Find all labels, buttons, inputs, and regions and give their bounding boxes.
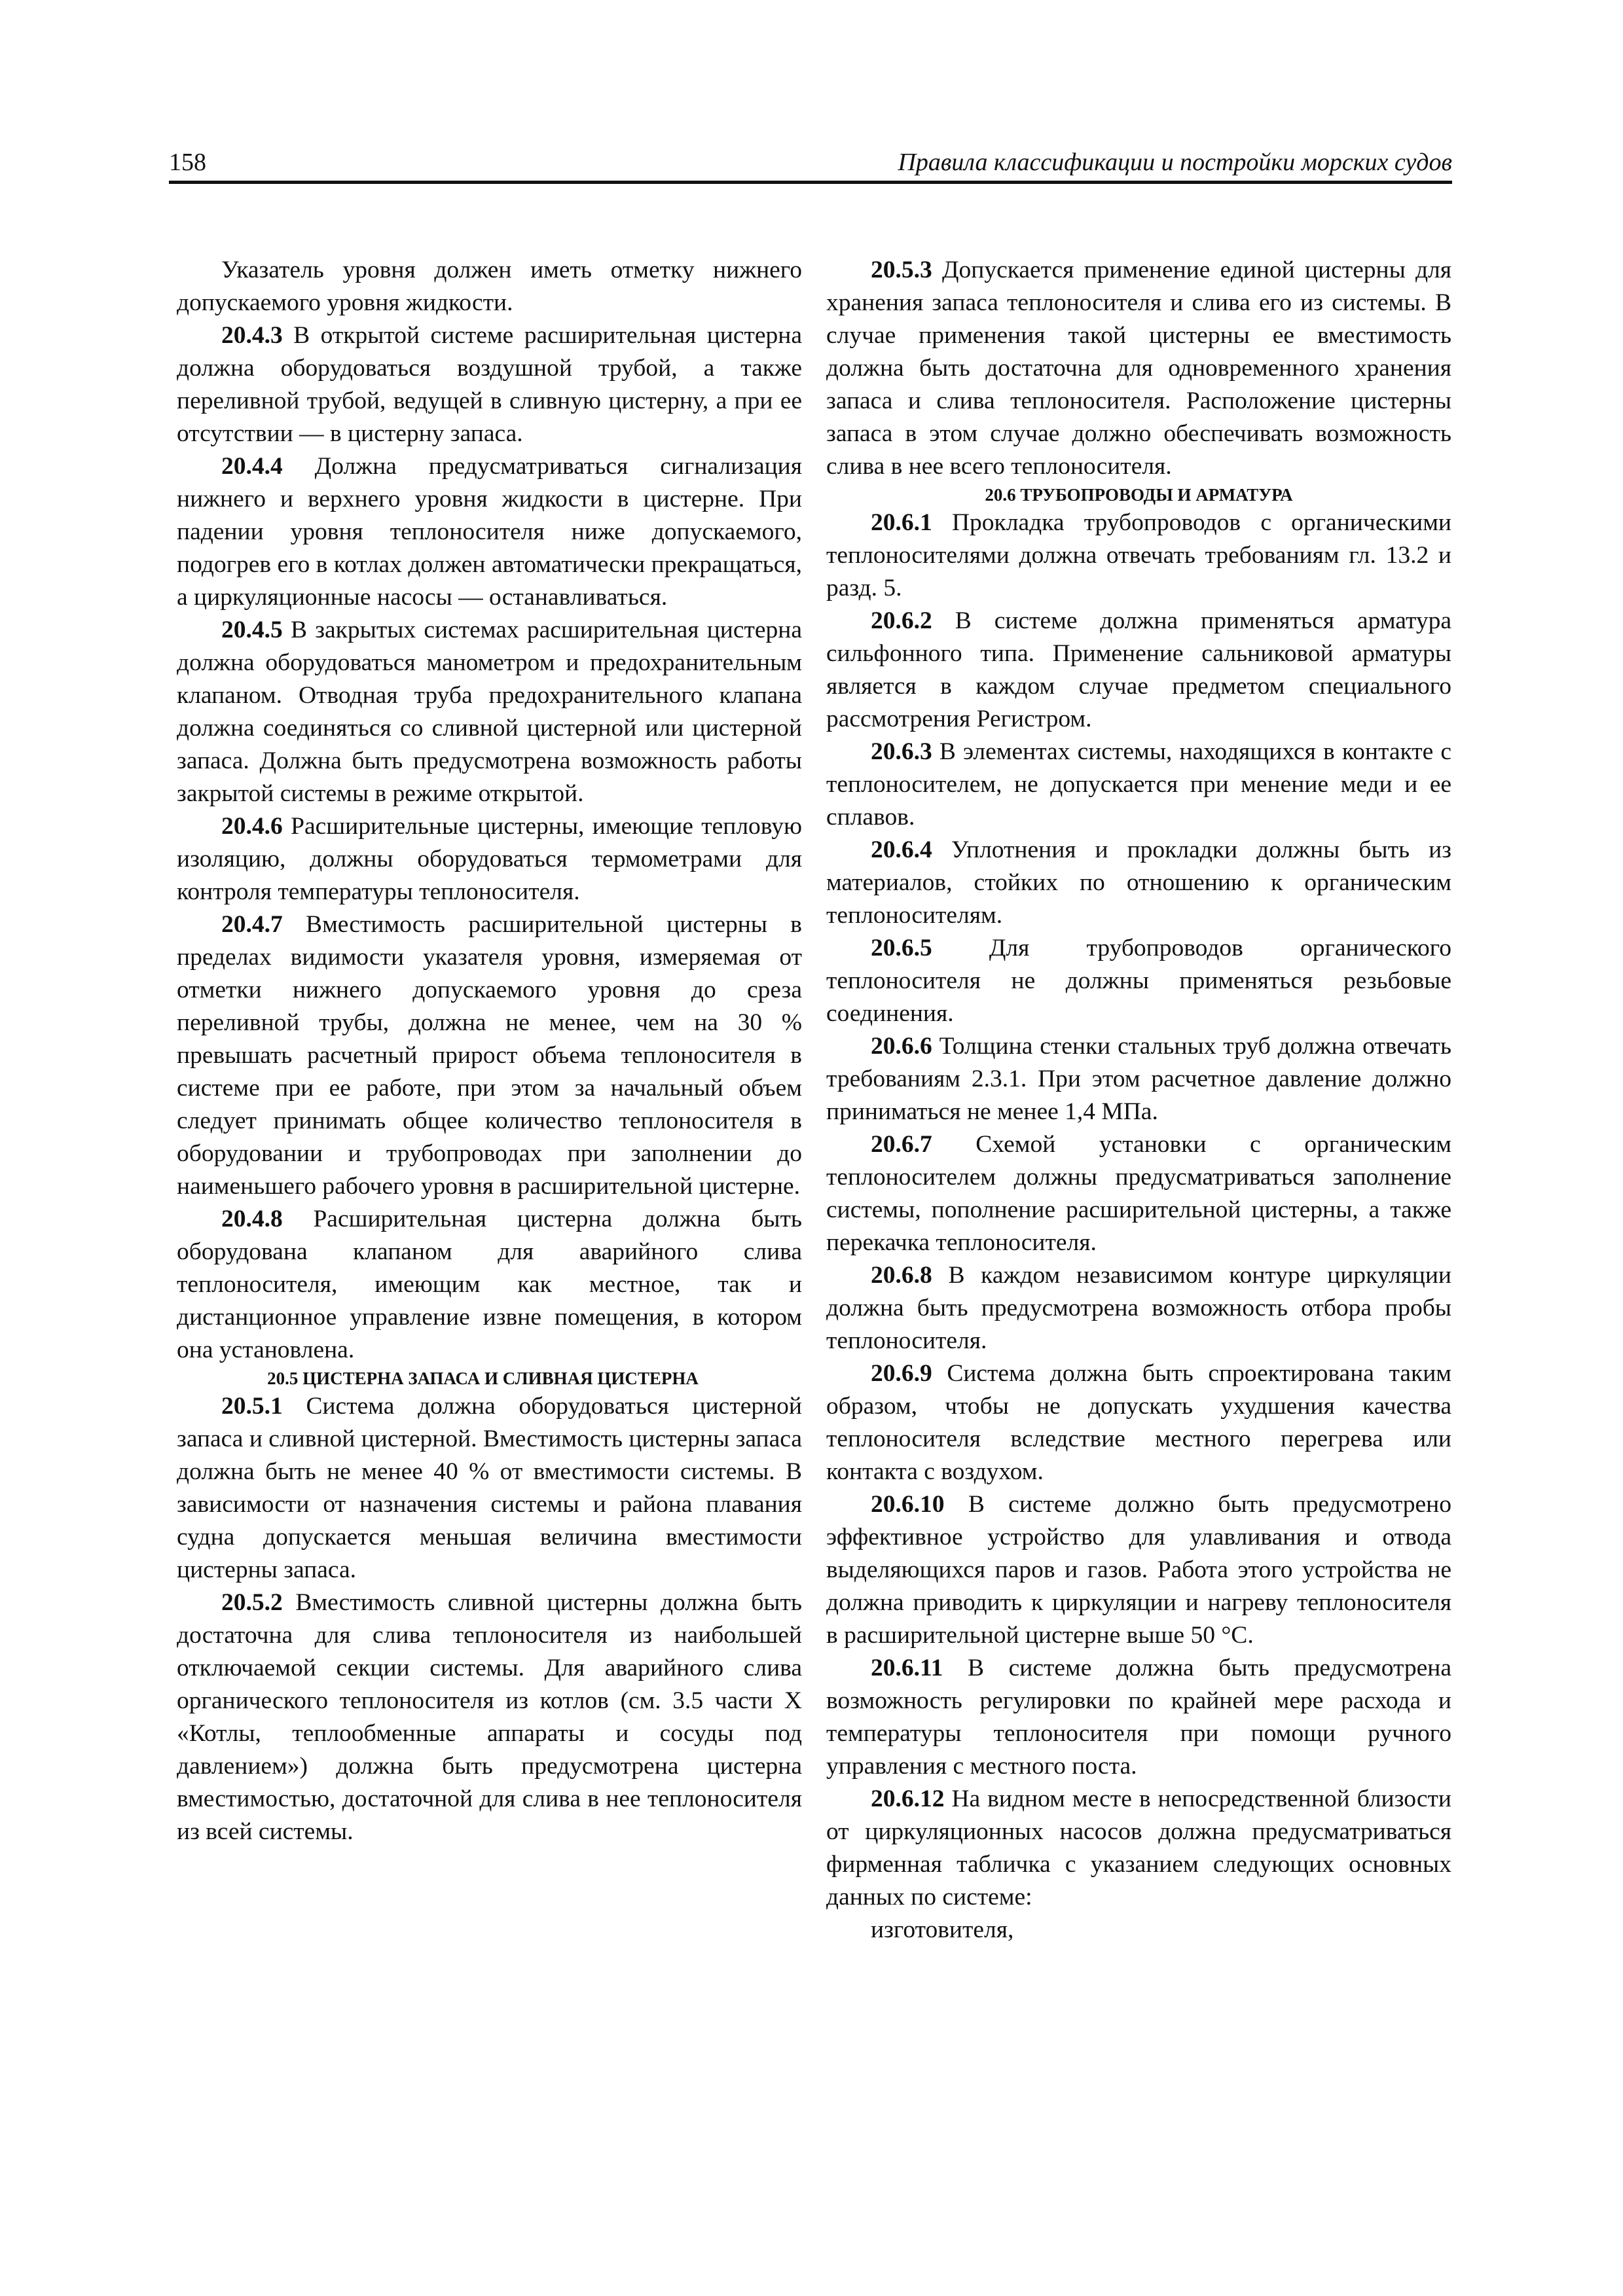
clause-number: 20.4.6 <box>221 813 283 840</box>
clause-number: 20.4.5 <box>221 617 283 643</box>
clause-number: 20.6.6 <box>871 1033 932 1060</box>
clause-text: Толщина стенки стальных труб должна отвечать требованиям 2.3.1. При этом расчетное давление должно приниматься не менее 1,4 МПа. <box>826 1033 1451 1125</box>
paragraph-20-6-12 <box>826 1783 1451 1914</box>
paragraph-20-6-1 <box>826 507 1451 605</box>
running-title: Правила классификации и постройки морских судов <box>898 149 1452 176</box>
clause-text: Вместимость расширительной цистерны в пределах видимости указателя уровня, измеряемая от отметки нижнего допускаемого уровня до среза переливной трубы, должна не менее, чем на 30 % превышать расчетный прирост объема теплоносителя в системе при ее работе, при этом за начальный объем следует принимать общее количество теплоносителя в оборудовании и трубопроводах при заполнении до наименьшего рабочего уровня в расширительной цистерне. <box>177 911 802 1200</box>
paragraph-20-6-7 <box>826 1128 1451 1259</box>
clause-text: На видном месте в непосредственной близости от циркуляционных насосов должна предусматриваться фирменная табличка с указанием следующих основных данных по системе: <box>826 1785 1451 1910</box>
clause-number: 20.5.3 <box>871 257 932 283</box>
list-item: изготовителя, <box>871 1916 1014 1943</box>
right-column <box>826 254 1451 1946</box>
clause-number: 20.6.10 <box>871 1491 945 1518</box>
page-number: 158 <box>169 149 206 176</box>
clause-number: 20.4.8 <box>221 1206 283 1232</box>
clause-text: Вместимость сливной цистерны должна быть достаточна для слива теплоносителя из наибольшей отключаемой секции системы. Для аварийного слива органического теплоносителя из котлов (см. 3.5 части X «Котлы, теплообменные аппараты и сосуды под давлением») должна быть предусмотрена цистерна вместимостью, достаточной для слива в нее теплоносителя из всей системы. <box>177 1589 802 1845</box>
paragraph-20-5-1 <box>177 1390 802 1587</box>
clause-number: 20.6.2 <box>871 607 932 634</box>
paragraph: Указатель уровня должен иметь отметку нижнего допускаемого уровня жидкости. <box>177 257 802 316</box>
clause-number: 20.6.4 <box>871 836 932 863</box>
paragraph-20-6-10 <box>826 1488 1451 1652</box>
clause-number: 20.6.11 <box>871 1655 943 1681</box>
clause-number: 20.6.8 <box>871 1262 932 1289</box>
clause-text: В элементах системы, находящихся в контакте с теплоносителем, не допускается при менение меди и ее сплавов. <box>826 738 1451 831</box>
clause-number: 20.6.9 <box>871 1360 932 1387</box>
paragraph-20-4-7 <box>177 908 802 1203</box>
clause-text: Уплотнения и прокладки должны быть из материалов, стойких по отношению к органическим теплоносителям. <box>826 836 1451 929</box>
paragraph-20-6-4 <box>826 834 1451 932</box>
clause-number: 20.6.1 <box>871 509 932 536</box>
clause-number: 20.6.12 <box>871 1785 945 1812</box>
clause-number: 20.6.5 <box>871 935 932 961</box>
paragraph-20-6-11 <box>826 1652 1451 1783</box>
paragraph-20-5-2 <box>177 1587 802 1848</box>
clause-number: 20.5.1 <box>221 1393 283 1420</box>
clause-number: 20.6.7 <box>871 1131 932 1158</box>
left-column <box>177 254 802 1848</box>
paragraph-20-6-5 <box>826 932 1451 1030</box>
paragraph-20-4-5 <box>177 614 802 810</box>
clause-number: 20.4.3 <box>221 322 283 349</box>
clause-text: Должна предусматриваться сигнализация нижнего и верхнего уровня жидкости в цистерне. При падении уровня теплоносителя ниже допускаемого, подогрев его в котлах должен автоматически прекращаться, а циркуляционные насосы — останавливаться. <box>177 453 802 611</box>
clause-text: Схемой установки с органическим теплоносителем должны предусматриваться заполнение системы, пополнение расширительной цистерны, а также перекачка теплоносителя. <box>826 1131 1451 1256</box>
paragraph-20-6-3 <box>826 736 1451 834</box>
page-header <box>169 143 1452 184</box>
clause-number: 20.6.3 <box>871 738 932 765</box>
paragraph-20-6-6 <box>826 1030 1451 1128</box>
paragraph-20-4-6 <box>177 810 802 908</box>
section-heading-20-5: 20.5 ЦИСТЕРНА ЗАПАСА И СЛИВНАЯ ЦИСТЕРНА <box>267 1369 699 1388</box>
clause-text: В системе должна быть предусмотрена возможность регулировки по крайней мере расхода и температуры теплоносителя при помощи ручного управления с местного поста. <box>826 1655 1451 1780</box>
clause-text: Для трубопроводов органического теплоносителя не должны применяться резьбовые соединения. <box>826 935 1451 1027</box>
clause-number: 20.5.2 <box>221 1589 283 1616</box>
clause-number: 20.4.4 <box>221 453 283 480</box>
clause-text: Прокладка трубопроводов с органическими теплоносителями должна отвечать требованиям гл. 13.2 и разд. 5. <box>826 509 1451 601</box>
paragraph-20-4-3 <box>177 319 802 450</box>
clause-text: В системе должно быть предусмотрено эффективное устройство для улавливания и отвода выделяющихся паров и газов. Работа этого устройства не должна приводить к циркуляции и нагреву теплоносителя в расширительной цистерне выше 50 °С. <box>826 1491 1451 1649</box>
paragraph-20-6-8 <box>826 1259 1451 1357</box>
clause-text: Допускается применение единой цистерны для хранения запаса теплоносителя и слива его из системы. В случае применения такой цистерны ее вместимость должна быть достаточна для одновременного хранения запаса и слива теплоносителя. Расположение цистерны запаса в этом случае должно обеспечивать возможность слива в нее всего теплоносителя. <box>826 257 1451 480</box>
clause-text: Расширительная цистерна должна быть оборудована клапаном для аварийного слива теплоносителя, имеющим как местное, так и дистанционное управление извне помещения, в котором она установлена. <box>177 1206 802 1363</box>
clause-text: Расширительные цистерны, имеющие тепловую изоляцию, должны оборудоваться термометрами для контроля температуры теплоносителя. <box>177 813 802 905</box>
paragraph-20-4-8 <box>177 1203 802 1367</box>
clause-text: В каждом независимом контуре циркуляции должна быть предусмотрена возможность отбора пробы теплоносителя. <box>826 1262 1451 1354</box>
clause-number: 20.4.7 <box>221 911 283 938</box>
section-heading-20-6: 20.6 ТРУБОПРОВОДЫ И АРМАТУРА <box>985 485 1293 505</box>
paragraph-20-6-2 <box>826 605 1451 736</box>
clause-text: В открытой системе расширительная цистерна должна оборудоваться воздушной трубой, а также переливной трубой, ведущей в сливную цистерну, а при ее отсутствии — в цистерну запаса. <box>177 322 802 447</box>
paragraph-20-5-3 <box>826 254 1451 483</box>
clause-text: Система должна оборудоваться цистерной запаса и сливной цистерной. Вместимость цистерны запаса должна быть не менее 40 % от вместимости системы. В зависимости от назначения системы и района плавания судна допускается меньшая величина вместимости цистерны запаса. <box>177 1393 802 1583</box>
clause-text: В закрытых системах расширительная цистерна должна оборудоваться манометром и предохранительным клапаном. Отводная труба предохранительного клапана должна соединяться со сливной цистерной или цистерной запаса. Должна быть предусмотрена возможность работы закрытой системы в режиме открытой. <box>177 617 802 807</box>
paragraph-20-6-9 <box>826 1357 1451 1488</box>
clause-text: В системе должна применяться арматура сильфонного типа. Применение сальниковой арматуры является в каждом случае предметом специального рассмотрения Регистром. <box>826 607 1451 732</box>
clause-text: Система должна быть спроектирована таким образом, чтобы не допускать ухудшения качества теплоносителя вследствие местного перегрева или контакта с воздухом. <box>826 1360 1451 1485</box>
paragraph-20-4-4 <box>177 450 802 614</box>
